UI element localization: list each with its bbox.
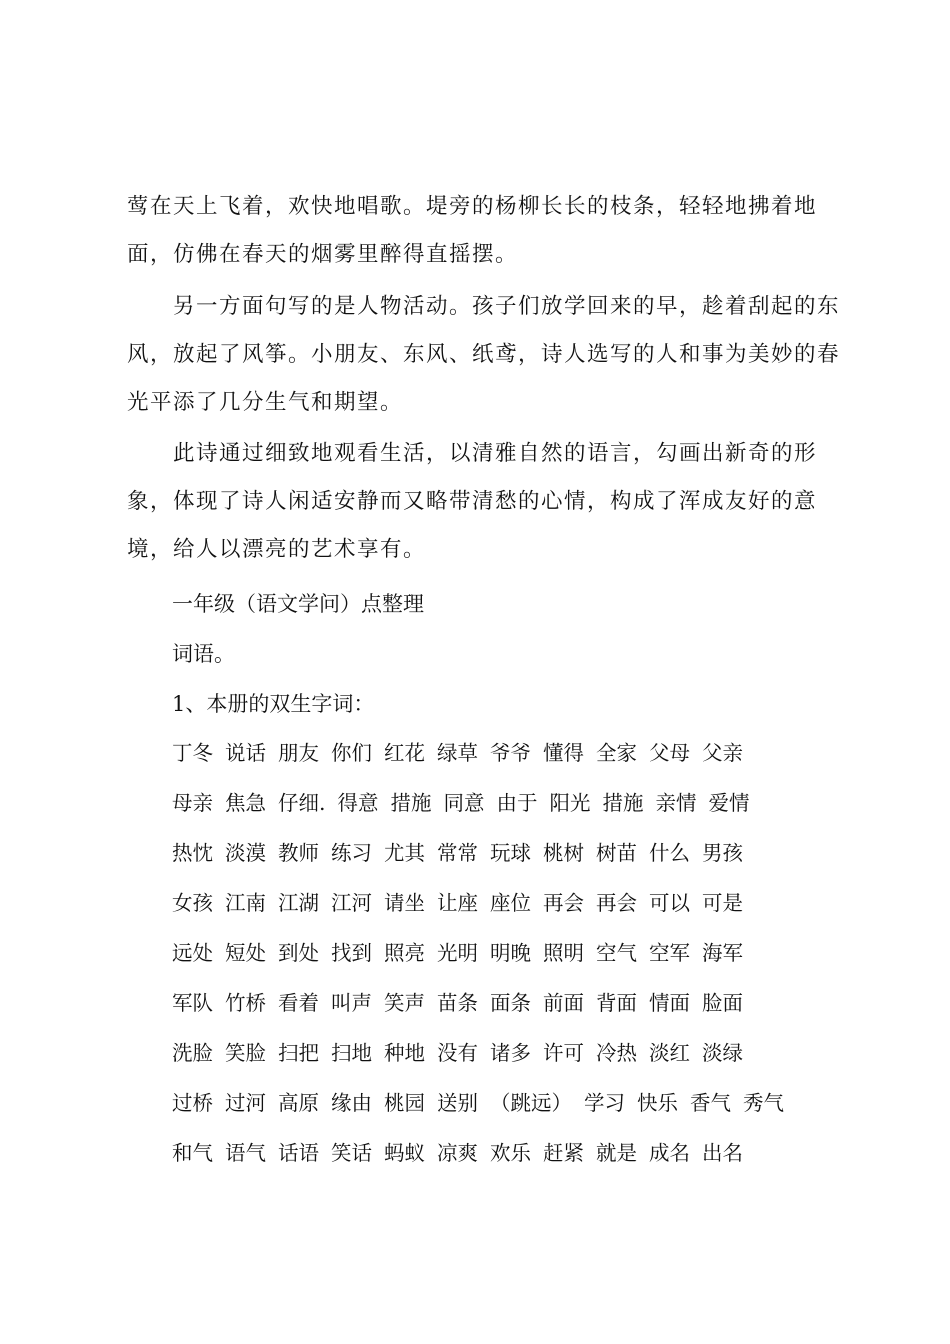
vocab-word: 看着 bbox=[278, 991, 319, 1015]
vocab-word: 找到 bbox=[331, 941, 372, 965]
vocab-row bbox=[172, 837, 755, 869]
vocab-word: 什么 bbox=[649, 841, 690, 865]
vocab-word: 笑脸 bbox=[225, 1041, 266, 1065]
vocab-word: 笑声 bbox=[384, 991, 425, 1015]
vocab-word: 空军 bbox=[649, 941, 690, 965]
paragraph-1 bbox=[127, 183, 833, 279]
vocab-word: 请坐 bbox=[384, 891, 425, 915]
vocab-word: 快乐 bbox=[637, 1091, 678, 1115]
list-heading: 1、本册的双生字词： bbox=[172, 692, 375, 716]
vocab-word: 懂得 bbox=[543, 741, 584, 765]
vocab-word: 爱情 bbox=[708, 791, 750, 815]
section-title: 一年级（语文学问）点整理 bbox=[172, 592, 424, 616]
vocab-word: 男孩 bbox=[702, 841, 743, 865]
vocab-word: 蚂蚁 bbox=[384, 1141, 425, 1165]
vocab-word: 让座 bbox=[437, 891, 478, 915]
vocab-word: 江南 bbox=[225, 891, 266, 915]
vocab-word: 尤其 bbox=[384, 841, 425, 865]
vocab-word: 热忱 bbox=[172, 841, 213, 865]
vocab-word: 就是 bbox=[596, 1141, 637, 1165]
vocab-word: 练习 bbox=[331, 841, 372, 865]
vocab-word: 父亲 bbox=[702, 741, 743, 765]
vocab-word: 军队 bbox=[172, 991, 213, 1015]
vocab-word: 冷热 bbox=[596, 1041, 637, 1065]
vocab-word: 语气 bbox=[225, 1141, 266, 1165]
vocab-word: 教师 bbox=[278, 841, 319, 865]
vocab-word: 座位 bbox=[490, 891, 531, 915]
vocab-word: 再会 bbox=[596, 891, 637, 915]
vocab-row bbox=[172, 737, 755, 769]
vocab-row bbox=[172, 887, 755, 919]
vocab-word: 绿草 bbox=[437, 741, 478, 765]
vocab-word: 树苗 bbox=[596, 841, 637, 865]
vocab-word: 送别 bbox=[437, 1091, 478, 1115]
vocab-row bbox=[172, 1137, 755, 1169]
vocab-word: 叫声 bbox=[331, 991, 372, 1015]
vocab-word: 可以 bbox=[649, 891, 690, 915]
vocab-word: 秀气 bbox=[743, 1091, 784, 1115]
vocab-word: 再会 bbox=[543, 891, 584, 915]
vocab-word: 诸多 bbox=[490, 1041, 531, 1065]
vocab-word: 扫地 bbox=[331, 1041, 372, 1065]
vocab-word: 远处 bbox=[172, 941, 213, 965]
subtitle: 词语。 bbox=[172, 642, 235, 666]
vocab-word: 措施 bbox=[390, 791, 432, 815]
vocab-word: 女孩 bbox=[172, 891, 213, 915]
vocab-word: 光明 bbox=[437, 941, 478, 965]
vocab-word: 明晚 bbox=[490, 941, 531, 965]
vocab-word: 竹桥 bbox=[225, 991, 266, 1015]
vocab-word: 缘由 bbox=[331, 1091, 372, 1115]
paragraph-2 bbox=[127, 283, 841, 427]
vocab-word: 焦急 bbox=[225, 791, 266, 815]
vocab-word: 照亮 bbox=[384, 941, 425, 965]
vocab-word: 红花 bbox=[384, 741, 425, 765]
vocab-word: 玩球 bbox=[490, 841, 531, 865]
vocab-row bbox=[172, 787, 762, 819]
vocab-word: 和气 bbox=[172, 1141, 213, 1165]
vocab-word: 母亲 bbox=[172, 791, 213, 815]
vocab-row bbox=[172, 1087, 796, 1119]
vocab-word: 学习 bbox=[584, 1091, 625, 1115]
vocab-row bbox=[172, 937, 755, 969]
vocab-word: 仔细. bbox=[278, 791, 326, 815]
vocab-word: 江河 bbox=[331, 891, 372, 915]
vocab-word: 情面 bbox=[649, 991, 690, 1015]
vocab-word: 桃园 bbox=[384, 1091, 425, 1115]
vocab-word: 海军 bbox=[702, 941, 743, 965]
vocab-word: 淡红 bbox=[649, 1041, 690, 1065]
vocab-word: 丁冬 bbox=[172, 741, 213, 765]
vocab-word: 笑话 bbox=[331, 1141, 372, 1165]
paragraph-line: 此诗通过细致地观看生活，以清雅自然的语言，勾画出新奇的形 bbox=[127, 441, 818, 466]
vocab-word: 照明 bbox=[543, 941, 584, 965]
vocab-word: 种地 bbox=[384, 1041, 425, 1065]
vocab-word: （跳远） bbox=[490, 1091, 572, 1115]
vocab-word: 江湖 bbox=[278, 891, 319, 915]
vocab-word: 你们 bbox=[331, 741, 372, 765]
vocab-word: 许可 bbox=[543, 1041, 584, 1065]
vocab-word: 父母 bbox=[649, 741, 690, 765]
paragraph-line: 光平添了几分生气和期望。 bbox=[127, 390, 404, 415]
vocab-word: 前面 bbox=[543, 991, 584, 1015]
vocab-word: 背面 bbox=[596, 991, 637, 1015]
paragraph-line: 风，放起了风筝。小朋友、东风、纸鸢，诗人选写的人和事为美妙的春 bbox=[127, 342, 841, 367]
vocab-word: 香气 bbox=[690, 1091, 731, 1115]
vocab-word: 欢乐 bbox=[490, 1141, 531, 1165]
vocab-word: 淡漠 bbox=[225, 841, 266, 865]
vocab-word: 亲情 bbox=[655, 791, 697, 815]
vocab-word: 面条 bbox=[490, 991, 531, 1015]
vocab-word: 赶紧 bbox=[543, 1141, 584, 1165]
vocab-word: 过河 bbox=[225, 1091, 266, 1115]
vocab-word: 高原 bbox=[278, 1091, 319, 1115]
vocab-word: 同意 bbox=[443, 791, 485, 815]
vocab-word: 朋友 bbox=[278, 741, 319, 765]
vocab-word: 短处 bbox=[225, 941, 266, 965]
vocab-word: 出名 bbox=[702, 1141, 743, 1165]
vocab-row bbox=[172, 1037, 755, 1069]
paragraph-line: 境，给人以漂亮的艺术享有。 bbox=[127, 537, 427, 562]
vocab-word: 桃树 bbox=[543, 841, 584, 865]
paragraph-line: 面，仿佛在春天的烟雾里醉得直摇摆。 bbox=[127, 242, 519, 267]
vocab-word: 措施 bbox=[602, 791, 644, 815]
paragraph-3 bbox=[127, 430, 833, 574]
vocab-word: 常常 bbox=[437, 841, 478, 865]
vocab-word: 脸面 bbox=[702, 991, 743, 1015]
paragraph-line: 莺在天上飞着，欢快地唱歌。堤旁的杨柳长长的枝条，轻轻地拂着地 bbox=[127, 194, 818, 219]
vocab-word: 可是 bbox=[702, 891, 743, 915]
paragraph-line: 另一方面句写的是人物活动。孩子们放学回来的早，趁着刮起的东 bbox=[127, 294, 841, 319]
vocab-word: 过桥 bbox=[172, 1091, 213, 1115]
vocab-word: 凉爽 bbox=[437, 1141, 478, 1165]
paragraph-line: 象，体现了诗人闲适安静而又略带清愁的心情，构成了浑成友好的意 bbox=[127, 489, 818, 514]
vocab-word: 阳光 bbox=[549, 791, 591, 815]
vocab-word: 淡绿 bbox=[702, 1041, 743, 1065]
vocab-word: 全家 bbox=[596, 741, 637, 765]
vocab-word: 苗条 bbox=[437, 991, 478, 1015]
vocab-word: 爷爷 bbox=[490, 741, 531, 765]
vocab-word: 空气 bbox=[596, 941, 637, 965]
vocab-word: 扫把 bbox=[278, 1041, 319, 1065]
vocab-word: 说话 bbox=[225, 741, 266, 765]
vocab-word: 得意 bbox=[337, 791, 379, 815]
vocab-word: 成名 bbox=[649, 1141, 690, 1165]
vocab-word: 话语 bbox=[278, 1141, 319, 1165]
vocab-word: 洗脸 bbox=[172, 1041, 213, 1065]
vocab-word: 由于 bbox=[496, 791, 538, 815]
vocab-word: 没有 bbox=[437, 1041, 478, 1065]
vocab-row bbox=[172, 987, 755, 1019]
vocab-word: 到处 bbox=[278, 941, 319, 965]
